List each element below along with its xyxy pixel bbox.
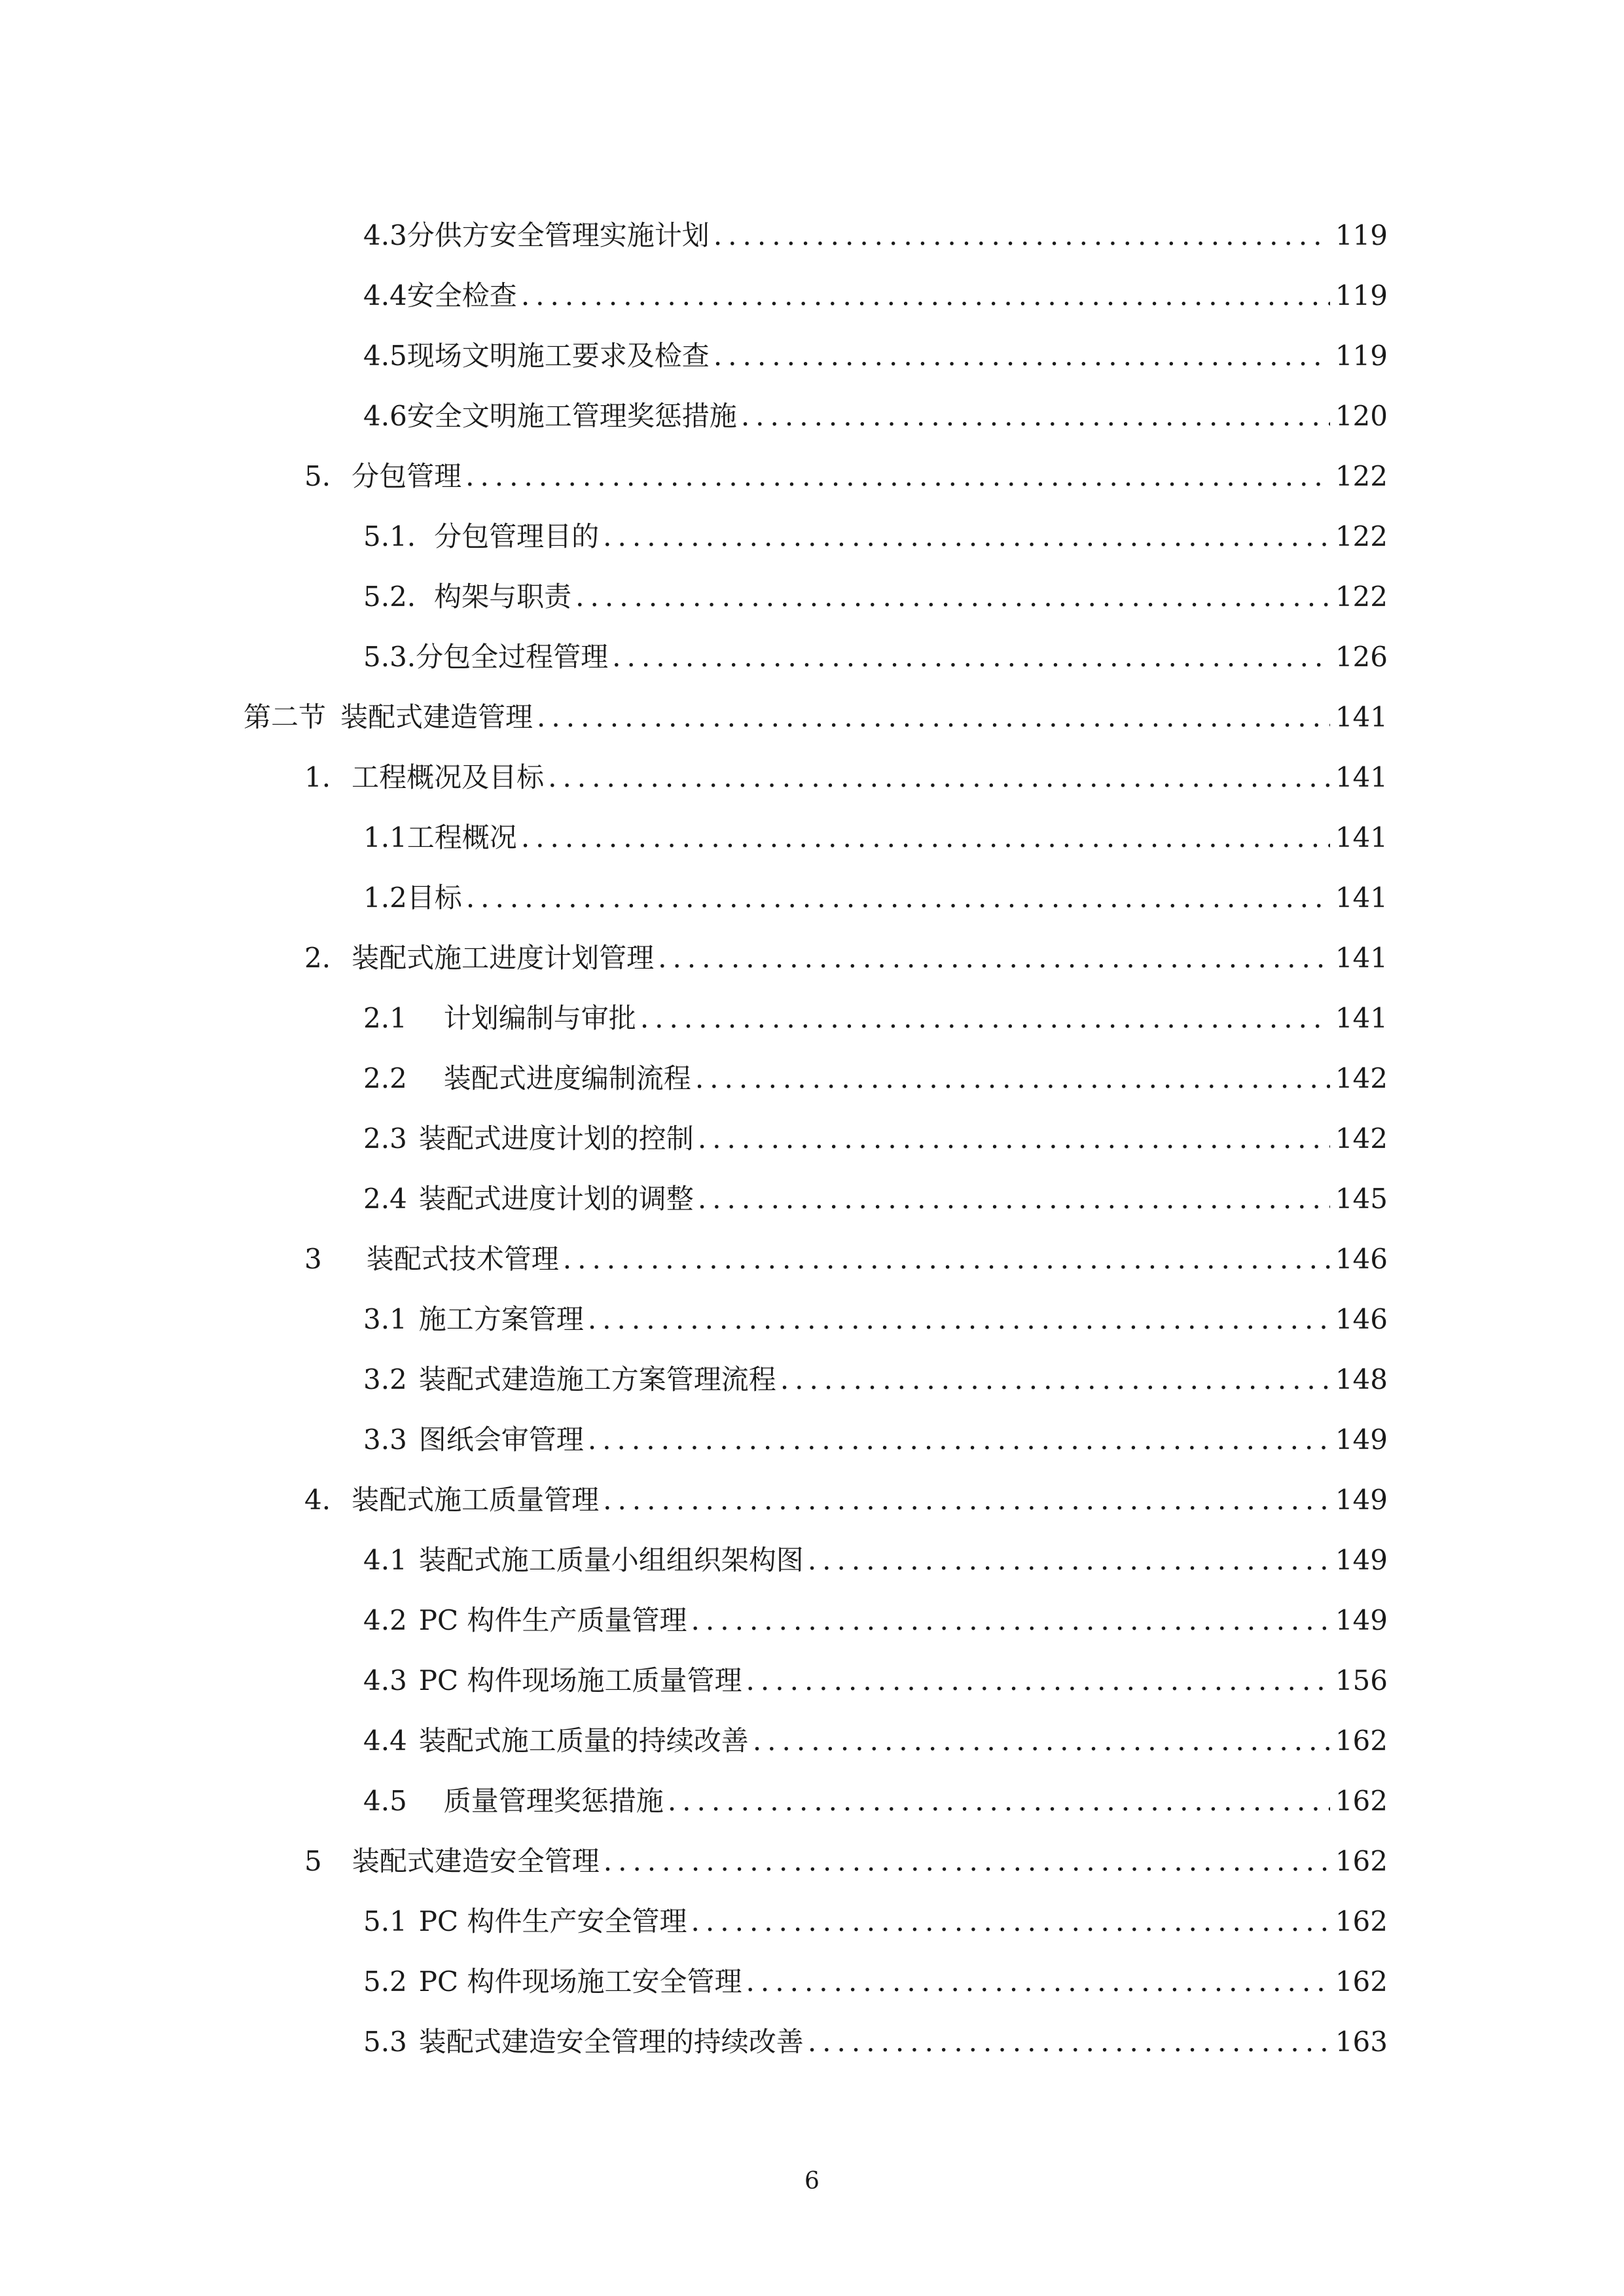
- toc-entry-page: 119: [1335, 279, 1388, 312]
- toc-entry-number: 3.1: [363, 1303, 407, 1335]
- toc-entry-page: 162: [1335, 1845, 1388, 1877]
- toc-entry-4[interactable]: [304, 1474, 1388, 1520]
- toc-entry-number: 4.4: [363, 1725, 407, 1757]
- toc-entry-number: 4.5: [363, 340, 407, 372]
- dot-leader: [466, 878, 1330, 918]
- toc-entry-number: 2.: [304, 942, 331, 974]
- toc-entry-page: 122: [1335, 520, 1388, 552]
- toc-entry-number: 4.5: [363, 1785, 407, 1817]
- toc-entry-page: 141: [1335, 942, 1388, 974]
- toc-entry-page: 141: [1335, 1002, 1388, 1034]
- toc-entry-title: 现场文明施工要求及检查: [406, 340, 710, 372]
- toc-entry-4-1[interactable]: [363, 1534, 1388, 1580]
- toc-entry-4-4-improve[interactable]: [363, 1715, 1388, 1761]
- toc-entry-title: 分包全过程管理: [416, 641, 609, 673]
- toc-entry-page: 149: [1335, 1424, 1388, 1456]
- toc-entry-number: 1.: [304, 761, 331, 793]
- toc-entry-number: 4.6: [363, 400, 407, 432]
- toc-entry-number: 5.1: [363, 1905, 407, 1937]
- toc-entry-title: PC 构件现场施工安全管理: [418, 1965, 742, 1998]
- toc-entry-title: PC 构件生产安全管理: [418, 1905, 687, 1937]
- dot-leader: [691, 1902, 1330, 1941]
- toc-entry-number: 5.3: [363, 2026, 407, 2058]
- toc-entry-page: 146: [1335, 1243, 1388, 1275]
- toc-entry-title: 安全文明施工管理奖惩措施: [406, 400, 737, 432]
- toc-entry-number: 2.4: [363, 1183, 407, 1215]
- toc-entry-1[interactable]: [304, 751, 1388, 797]
- toc-entry-number: 4.3: [363, 219, 407, 251]
- dot-leader: [537, 698, 1330, 737]
- toc-entry-page: 163: [1335, 2026, 1388, 2058]
- toc-entry-number: 1.1: [363, 821, 407, 853]
- toc-entry-page: 145: [1335, 1183, 1388, 1215]
- dot-leader: [588, 1300, 1330, 1339]
- toc-entry-number: 4.: [304, 1484, 331, 1516]
- dot-leader: [698, 1179, 1330, 1219]
- dot-leader: [563, 1240, 1330, 1279]
- dot-leader: [612, 637, 1330, 677]
- toc-entry-1-1[interactable]: [363, 812, 1388, 857]
- toc-entry-page: 141: [1335, 882, 1388, 914]
- toc-entry-number: 2.3: [363, 1122, 407, 1155]
- toc-entry-title: 装配式技术管理: [366, 1243, 559, 1275]
- toc-entry-title: 装配式施工质量小组组织架构图: [418, 1544, 804, 1576]
- toc-entry-title: 装配式建造施工方案管理流程: [418, 1363, 776, 1395]
- toc-entry-5[interactable]: [304, 450, 1388, 496]
- toc-entry-number: 5.: [304, 460, 331, 492]
- toc-entry-number: 5.1.: [363, 520, 416, 552]
- toc-entry-title: 分包管理目的: [434, 520, 600, 552]
- toc-entry-page: 149: [1335, 1484, 1388, 1516]
- toc-entry-1-2[interactable]: [363, 872, 1388, 918]
- toc-entry-title: 工程概况: [406, 821, 517, 853]
- toc-entry-number: 5.2.: [363, 581, 416, 613]
- toc-entry-title: 装配式建造安全管理的持续改善: [418, 2026, 804, 2058]
- toc-entry-number: 3.3: [363, 1424, 407, 1456]
- toc-entry-page: 126: [1335, 641, 1388, 673]
- toc-entry-page: 120: [1335, 400, 1388, 432]
- toc-entry-number: 3.2: [363, 1363, 407, 1395]
- dot-leader: [698, 1119, 1330, 1158]
- toc-entry-number: 4.1: [363, 1544, 407, 1576]
- toc-entry-page: 146: [1335, 1303, 1388, 1335]
- toc-entry-number: 2.2: [363, 1062, 407, 1094]
- toc-entry-2-3[interactable]: [363, 1113, 1388, 1158]
- toc-entry-2-4[interactable]: [363, 1173, 1388, 1219]
- toc-entry-title: 工程概况及目标: [352, 761, 545, 793]
- toc-entry-page: 148: [1335, 1363, 1388, 1395]
- toc-entry-title: 分包管理: [352, 460, 462, 492]
- toc-entry-title: PC 构件生产质量管理: [418, 1604, 687, 1636]
- page-number: 6: [804, 2168, 820, 2195]
- dot-leader: [746, 1661, 1330, 1700]
- toc-entry-number: 4.2: [363, 1604, 407, 1636]
- toc-entry-4-5[interactable]: [363, 330, 1388, 376]
- toc-entry-title: 装配式进度计划的控制: [418, 1122, 694, 1155]
- dot-leader: [668, 1782, 1330, 1821]
- toc-entry-4-2-pc[interactable]: [363, 1594, 1388, 1640]
- toc-entry-number: 2.1: [363, 1002, 407, 1034]
- toc-entry-number: 第二节: [244, 701, 327, 733]
- toc-entry-title: 目标: [406, 882, 462, 914]
- dot-leader: [575, 577, 1330, 617]
- toc-entry-page: 149: [1335, 1604, 1388, 1636]
- dot-leader: [640, 999, 1330, 1038]
- toc-entry-title: 安全检查: [406, 279, 517, 312]
- toc-entry-page: 141: [1335, 701, 1388, 733]
- toc-entry-title: 图纸会审管理: [418, 1424, 584, 1456]
- toc-entry-number: 5: [304, 1845, 322, 1877]
- toc-entry-title: 装配式施工质量管理: [352, 1484, 600, 1516]
- toc-entry-2-2[interactable]: [363, 1052, 1388, 1098]
- toc-entry-page: 122: [1335, 581, 1388, 613]
- toc-entry-3-3[interactable]: [363, 1414, 1388, 1460]
- toc-entry-page: 119: [1335, 340, 1388, 372]
- toc-entry-5-1-pc[interactable]: [363, 1895, 1388, 1941]
- toc-entry-title: 装配式建造管理: [340, 701, 533, 733]
- dot-leader: [521, 818, 1330, 857]
- toc-entry-5-2-pc[interactable]: [363, 1956, 1388, 2001]
- toc-entry-page: 149: [1335, 1544, 1388, 1576]
- dot-leader: [808, 1541, 1330, 1580]
- toc-entry-2[interactable]: [304, 932, 1388, 978]
- toc-entry-title: 质量管理奖惩措施: [443, 1785, 664, 1817]
- toc-entry-page: 162: [1335, 1725, 1388, 1757]
- toc-entry-4-3-pc[interactable]: [363, 1655, 1388, 1700]
- toc-entry-page: 162: [1335, 1905, 1388, 1937]
- toc-entry-4-6[interactable]: [363, 390, 1388, 436]
- toc-entry-title: 构架与职责: [434, 581, 572, 613]
- toc-entry-number: 3: [304, 1243, 322, 1275]
- toc-entry-4-3[interactable]: [363, 209, 1388, 255]
- toc-entry-page: 156: [1335, 1664, 1388, 1696]
- dot-leader: [741, 397, 1330, 436]
- toc-entry-number: 1.2: [363, 882, 407, 914]
- toc-entry-2-1[interactable]: [363, 992, 1388, 1038]
- dot-leader: [604, 1842, 1330, 1881]
- toc-entry-number: 4.3: [363, 1664, 407, 1696]
- toc-entry-5-3[interactable]: [363, 631, 1388, 677]
- dot-leader: [658, 939, 1330, 978]
- dot-leader: [753, 1721, 1330, 1761]
- toc-entry-page: 122: [1335, 460, 1388, 492]
- toc-entry-number: 5.2: [363, 1965, 407, 1998]
- toc-entry-4-4[interactable]: [363, 270, 1388, 315]
- toc-entry-title: PC 构件现场施工质量管理: [418, 1664, 742, 1696]
- dot-leader: [691, 1601, 1330, 1640]
- toc-entry-title: 施工方案管理: [418, 1303, 584, 1335]
- toc-entry-page: 119: [1335, 219, 1388, 251]
- toc-entry-3-1[interactable]: [363, 1293, 1388, 1339]
- toc-entry-number: 4.4: [363, 279, 407, 312]
- toc-entry-5-1[interactable]: [363, 511, 1388, 556]
- toc-entry-3-2[interactable]: [363, 1354, 1388, 1399]
- dot-leader: [521, 276, 1330, 315]
- toc-entry-5-3-improve[interactable]: [363, 2016, 1388, 2062]
- toc-entry-title: 装配式进度计划的调整: [418, 1183, 694, 1215]
- dot-leader: [780, 1360, 1330, 1399]
- toc-entry-4-5-reward[interactable]: [363, 1775, 1388, 1821]
- toc-entry-title: 装配式施工质量的持续改善: [418, 1725, 749, 1757]
- dot-leader: [588, 1420, 1330, 1460]
- toc-entry-section-2[interactable]: [244, 691, 1388, 737]
- toc-entry-number: 5.3.: [363, 641, 416, 673]
- dot-leader: [808, 2022, 1330, 2062]
- dot-leader: [548, 758, 1330, 797]
- toc-entry-title: 装配式施工进度计划管理: [352, 942, 655, 974]
- dot-leader: [465, 457, 1330, 496]
- dot-leader: [713, 216, 1330, 255]
- toc-entry-page: 162: [1335, 1785, 1388, 1817]
- toc-entry-5-safety[interactable]: [304, 1835, 1388, 1881]
- toc-entry-page: 141: [1335, 761, 1388, 793]
- toc-entry-title: 装配式进度编制流程: [443, 1062, 691, 1094]
- toc-entry-title: 计划编制与审批: [443, 1002, 636, 1034]
- toc-entry-page: 142: [1335, 1122, 1388, 1155]
- toc-entry-3[interactable]: [304, 1233, 1388, 1279]
- dot-leader: [603, 1480, 1330, 1520]
- toc-entry-title: 分供方安全管理实施计划: [406, 219, 710, 251]
- toc-entry-title: 装配式建造安全管理: [352, 1845, 600, 1877]
- toc-entry-5-2[interactable]: [363, 571, 1388, 617]
- toc-entry-page: 162: [1335, 1965, 1388, 1998]
- dot-leader: [603, 517, 1330, 556]
- toc-entry-page: 142: [1335, 1062, 1388, 1094]
- dot-leader: [746, 1962, 1330, 2001]
- toc-entry-page: 141: [1335, 821, 1388, 853]
- dot-leader: [695, 1059, 1330, 1098]
- dot-leader: [713, 336, 1330, 376]
